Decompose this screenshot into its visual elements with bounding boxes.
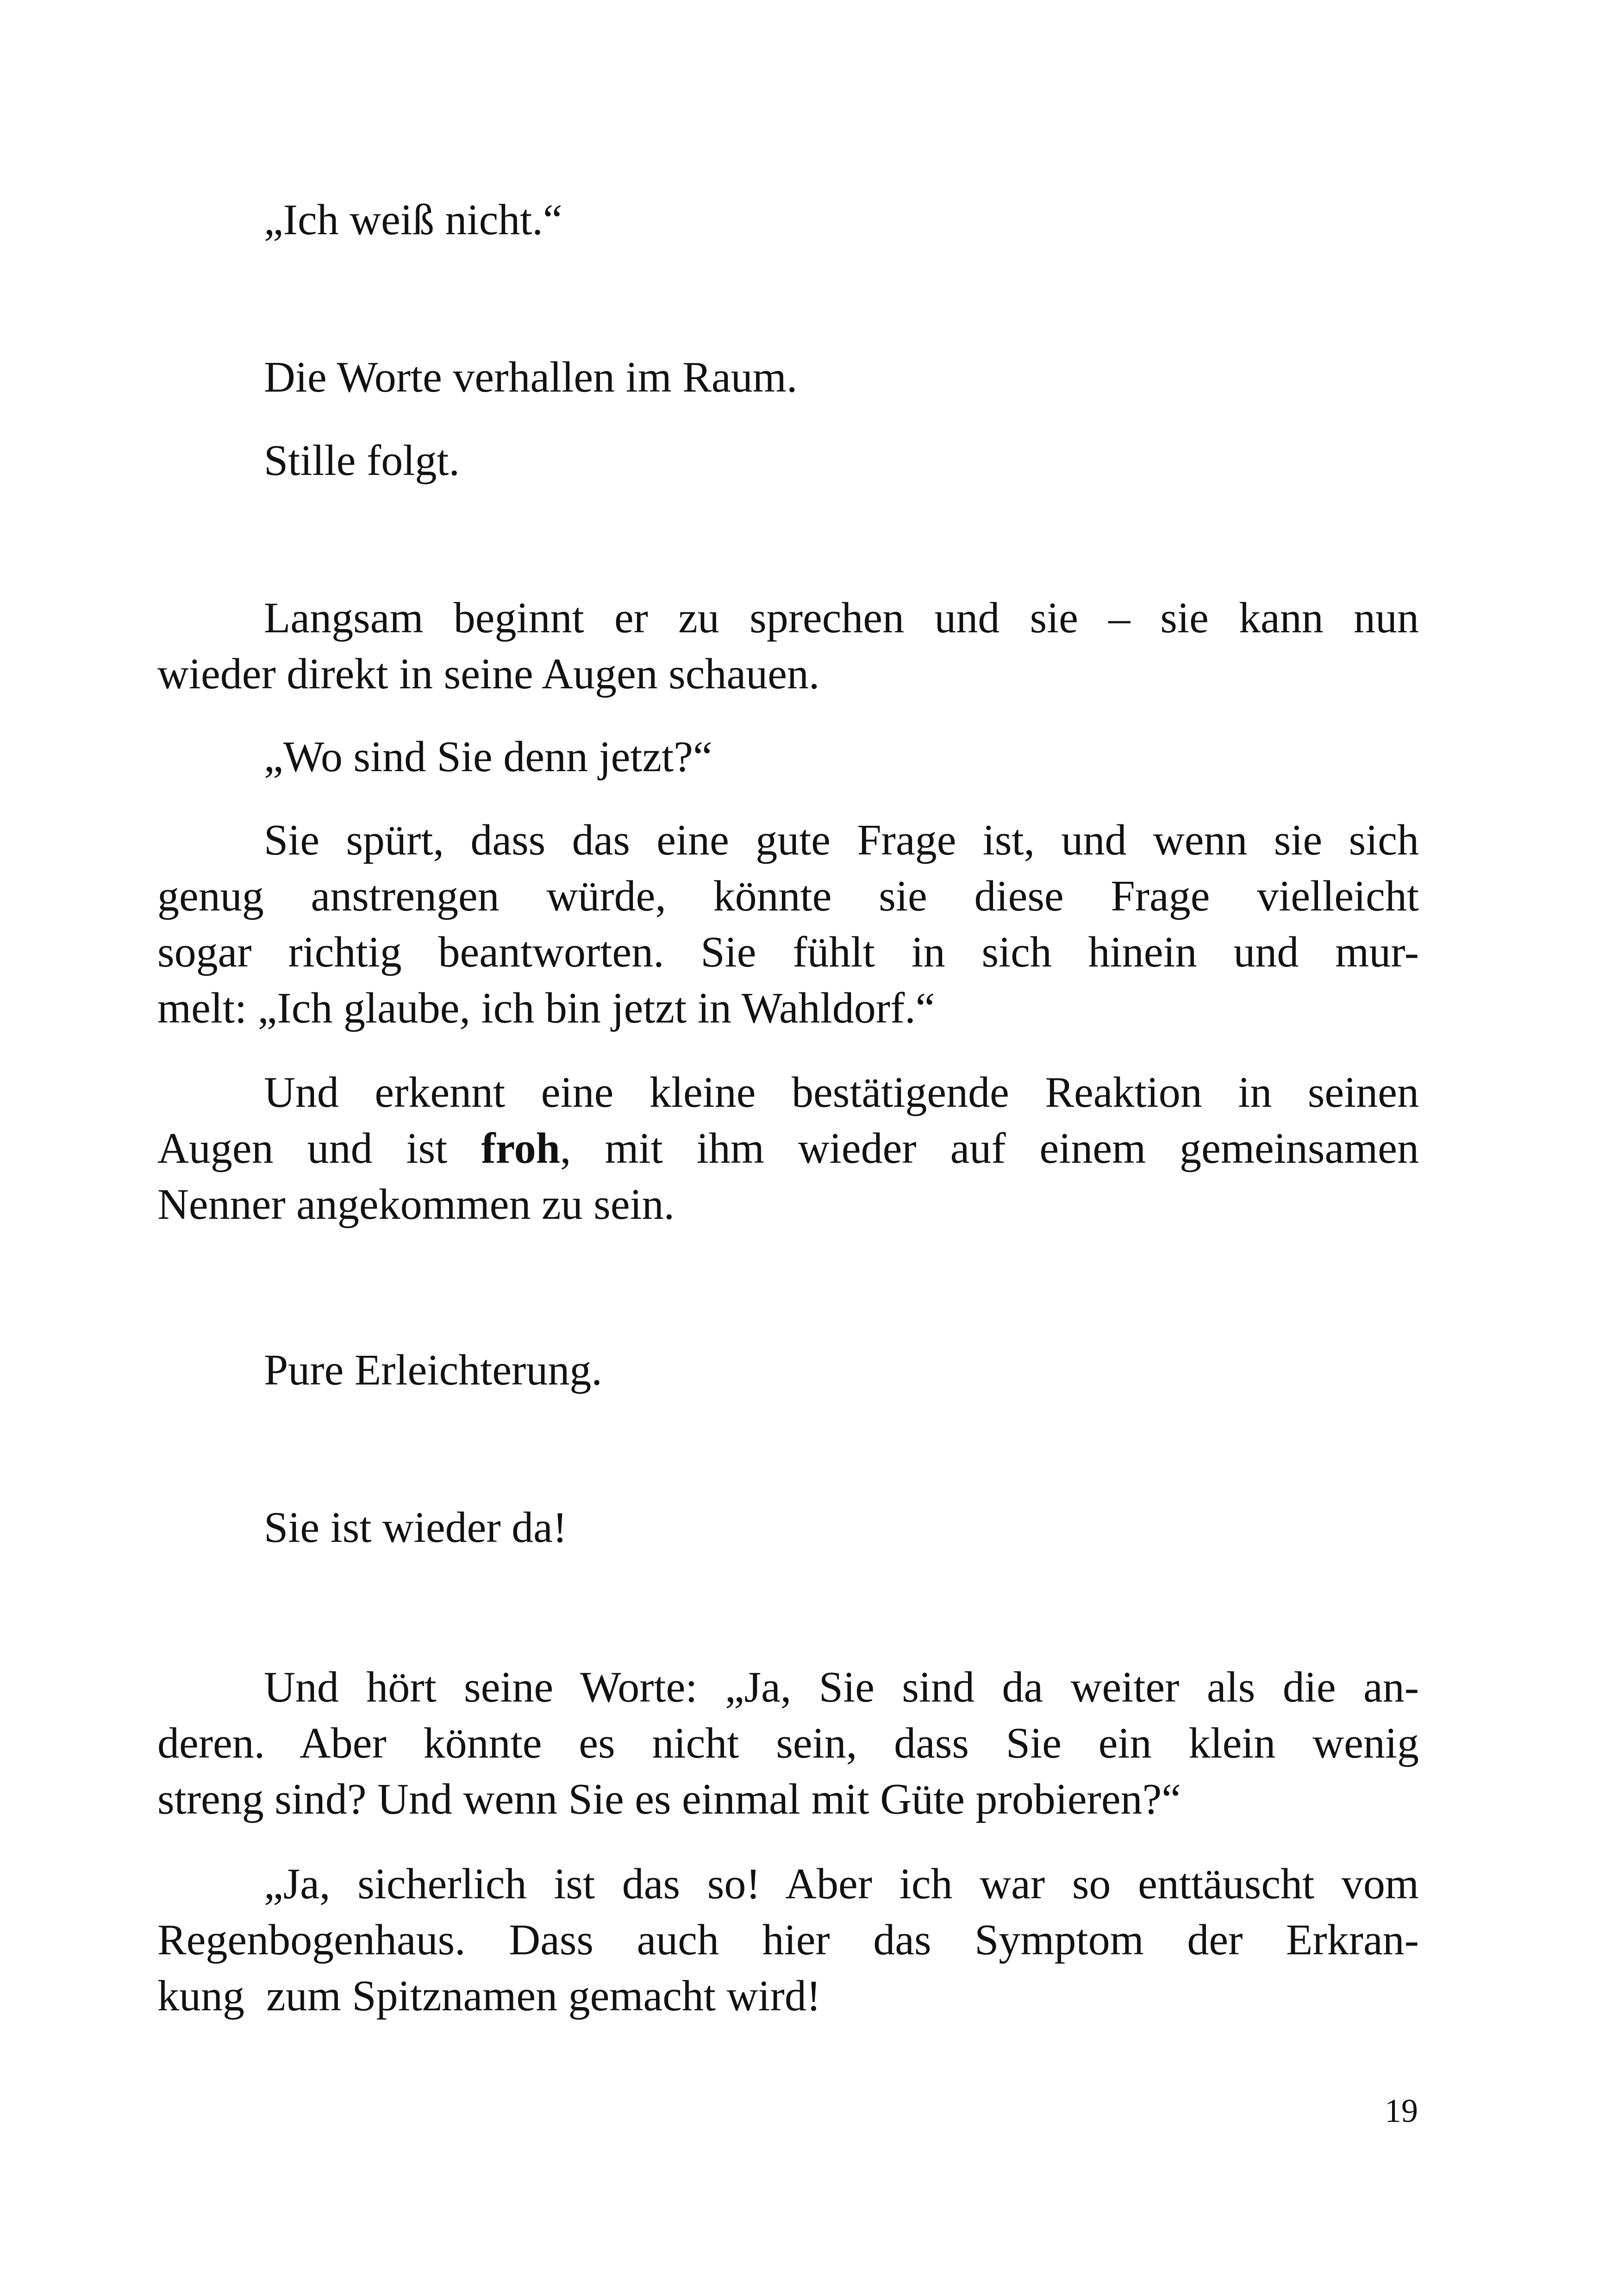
- text-line: Langsam beginnt er zu sprechen und sie – sie kann nun: [264, 594, 1419, 642]
- text-line: Sie spürt, dass das eine gute Frage ist, und wenn sie sich: [264, 816, 1419, 864]
- text-line: sogar richtig beantworten. Sie fühlt in sich hinein und mur-: [157, 928, 1419, 976]
- paragraph-text: [157, 1659, 1419, 1827]
- paragraph-text: [157, 1065, 1419, 1233]
- text-line: wieder direkt in seine Augen schauen.: [157, 650, 820, 698]
- paragraph-recognizes-reaction: [157, 1065, 1419, 1233]
- text-line: genug anstrengen würde, könnte sie diese Frage vielleicht: [157, 872, 1419, 920]
- paragraph-text: Pure Erleichterung.: [264, 1346, 602, 1394]
- paragraph-text: Stille folgt.: [264, 437, 460, 485]
- text-line: deren. Aber könnte es nicht sein, dass Sie ein klein wenig: [157, 1719, 1419, 1767]
- text-line: Und erkennt eine kleine bestätigende Reaktion in seinen: [264, 1068, 1419, 1116]
- paragraph-hears-words: [157, 1659, 1419, 1827]
- bold-word: froh: [481, 1124, 560, 1172]
- paragraph-text: „Ich weiß nicht.“: [264, 196, 562, 244]
- paragraph-words-fade: [211, 349, 1419, 405]
- paragraph-she-is-back: [211, 1500, 1419, 1556]
- paragraph-dialogue-1: [211, 192, 1419, 248]
- text-line: melt: „Ich glaube, ich bin jetzt in Wahldorf.“: [157, 984, 935, 1032]
- text-line: Und hört seine Worte: „Ja, Sie sind da weiter als die an-: [264, 1663, 1419, 1711]
- page-number: 19: [1385, 2092, 1418, 2129]
- paragraph-good-question: [157, 812, 1419, 1036]
- text-line: Nenner angekommen zu sein.: [157, 1180, 675, 1229]
- paragraph-text: „Wo sind Sie denn jetzt?“: [264, 733, 712, 781]
- paragraph-disappointed: [157, 1856, 1419, 2024]
- paragraph-text: [157, 1856, 1419, 2024]
- text-line: streng sind? Und wenn Sie es einmal mit Güte probieren?“: [157, 1775, 1181, 1823]
- paragraph-relief: [211, 1342, 1419, 1398]
- paragraph-text: [157, 590, 1419, 702]
- text-line: „Ja, sicherlich ist das so! Aber ich war so enttäuscht vom: [264, 1860, 1419, 1908]
- paragraph-text: [157, 812, 1419, 1036]
- paragraph-text: Die Worte verhallen im Raum.: [264, 353, 798, 401]
- paragraph-slowly-speaks: [157, 590, 1419, 702]
- text-line: Regenbogenhaus. Dass auch hier das Symptom der Erkran-: [157, 1916, 1419, 1964]
- text-line: Augen und ist froh, mit ihm wieder auf einem gemeinsamen: [157, 1124, 1419, 1172]
- text-line: kung zum Spitznamen gemacht wird!: [157, 1972, 821, 2020]
- paragraph-text: Sie ist wieder da!: [264, 1503, 568, 1552]
- paragraph-dialogue-2: [211, 729, 1419, 785]
- paragraph-silence: [211, 433, 1419, 489]
